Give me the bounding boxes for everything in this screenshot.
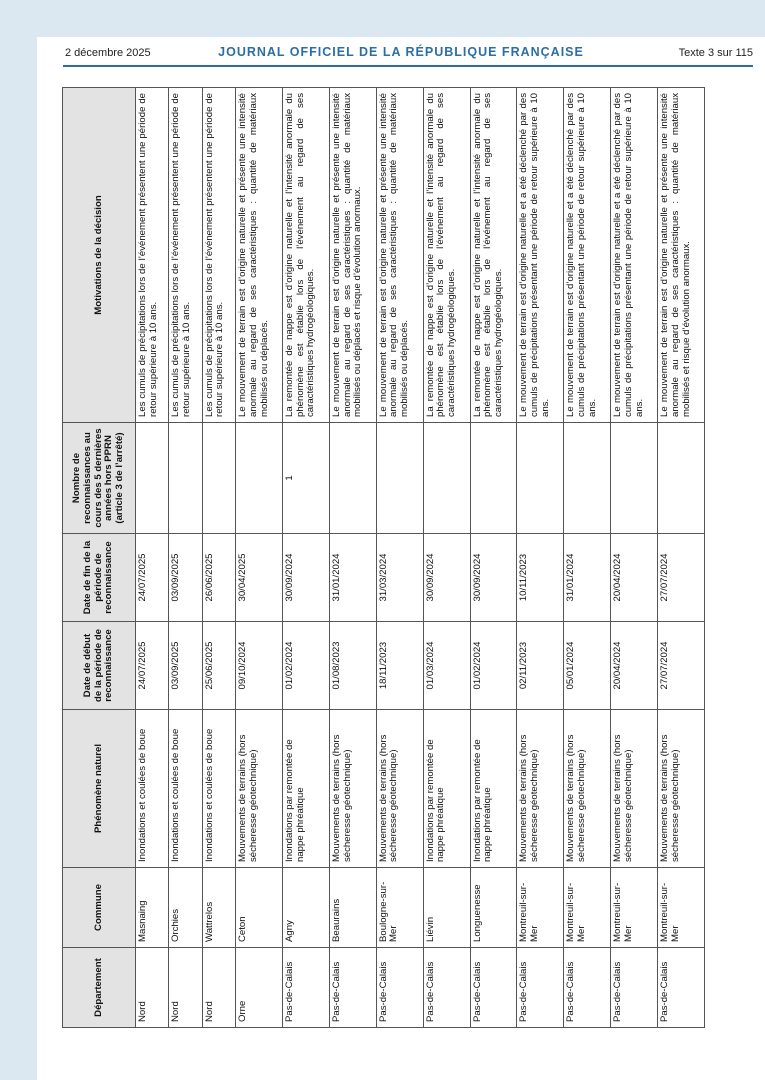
cell-commune: Montreuil-sur-Mer	[517, 868, 564, 948]
cell-date-debut: 18/11/2023	[376, 622, 423, 710]
cell-departement: Pas-de-Calais	[329, 948, 376, 1028]
cell-motivation: Le mouvement de terrain est d’origine naturelle et présente une intensité anormale au regard de ses caractéristiques : quantité de matériaux mobilisés ou déplacés et risque d’évolution anormaux.	[329, 88, 376, 423]
table-row	[611, 88, 658, 1028]
table-row	[470, 88, 517, 1028]
table-row	[202, 88, 235, 1028]
cell-date-debut: 02/11/2023	[517, 622, 564, 710]
cell-phenomene: Mouvements de terrains (hors sécheresse géotechnique)	[611, 710, 658, 868]
cell-commune: Longuenesse	[470, 868, 517, 948]
cell-date-fin: 10/11/2023	[517, 534, 564, 622]
cell-date-fin: 31/01/2024	[564, 534, 611, 622]
cell-date-debut: 03/09/2025	[169, 622, 202, 710]
cell-commune: Orchies	[169, 868, 202, 948]
cell-departement: Pas-de-Calais	[564, 948, 611, 1028]
page-header	[37, 37, 765, 77]
header-date-debut: Date de début de la période de reconnaissance	[63, 622, 136, 710]
cell-motivation: La remontée de nappe est d’origine naturelle et l’intensité anormale du phénomène est établie lors de l’événement au regard de ses caractéristiques hydrogéologiques.	[470, 88, 517, 423]
cell-motivation: Le mouvement de terrain est d’origine naturelle et présente une intensité anormale au regard de ses caractéristiques : quantité de matériaux mobilisés ou déplacés.	[236, 88, 283, 423]
cell-phenomene: Inondations par remontée de nappe phréatique	[423, 710, 470, 868]
cell-departement: Pas-de-Calais	[423, 948, 470, 1028]
cell-phenomene: Mouvements de terrains (hors sécheresse géotechnique)	[329, 710, 376, 868]
cell-commune: Masnaing	[136, 868, 169, 948]
decision-table	[62, 87, 705, 1028]
header-departement: Département	[63, 948, 136, 1028]
cell-nombre	[470, 423, 517, 534]
cell-date-fin: 27/07/2024	[658, 534, 705, 622]
cell-commune: Liévin	[423, 868, 470, 948]
table-row	[329, 88, 376, 1028]
cell-nombre	[169, 423, 202, 534]
cell-phenomene: Mouvements de terrains (hors sécheresse géotechnique)	[376, 710, 423, 868]
cell-departement: Nord	[136, 948, 169, 1028]
table-row	[136, 88, 169, 1028]
cell-departement: Pas-de-Calais	[470, 948, 517, 1028]
cell-departement: Nord	[202, 948, 235, 1028]
cell-nombre	[236, 423, 283, 534]
cell-date-debut: 01/02/2024	[282, 622, 329, 710]
cell-nombre	[423, 423, 470, 534]
table-header-row	[63, 88, 136, 1028]
cell-nombre	[136, 423, 169, 534]
cell-date-fin: 26/06/2025	[202, 534, 235, 622]
cell-date-debut: 09/10/2024	[236, 622, 283, 710]
header-nombre: Nombre de reconnaissances au cours des 5 dernières années hors PPRN (article 3 de l’arrêté)	[63, 423, 136, 534]
table-row	[236, 88, 283, 1028]
table-row	[564, 88, 611, 1028]
publication-date: 2 décembre 2025	[65, 47, 151, 59]
header-date-fin: Date de fin de la période de reconnaissance	[63, 534, 136, 622]
cell-nombre	[564, 423, 611, 534]
cell-phenomene: Mouvements de terrains (hors sécheresse géotechnique)	[517, 710, 564, 868]
cell-departement: Pas-de-Calais	[611, 948, 658, 1028]
table-row	[517, 88, 564, 1028]
cell-nombre	[611, 423, 658, 534]
page-info: Texte 3 sur 115	[678, 47, 753, 59]
header-commune: Commune	[63, 868, 136, 948]
cell-departement: Pas-de-Calais	[658, 948, 705, 1028]
cell-motivation: La remontée de nappe est d’origine naturelle et l’intensité anormale du phénomène est établie lors de l’événement au regard de ses caractéristiques hydrogéologiques.	[423, 88, 470, 423]
cell-date-fin: 30/09/2024	[470, 534, 517, 622]
header-rule	[63, 65, 753, 67]
cell-nombre	[329, 423, 376, 534]
cell-phenomene: Inondations par remontée de nappe phréatique	[282, 710, 329, 868]
cell-date-debut: 01/02/2024	[470, 622, 517, 710]
cell-phenomene: Inondations et coulées de boue	[169, 710, 202, 868]
cell-phenomene: Inondations et coulées de boue	[136, 710, 169, 868]
cell-departement: Pas-de-Calais	[517, 948, 564, 1028]
table-row	[423, 88, 470, 1028]
cell-commune: Boulogne-sur-Mer	[376, 868, 423, 948]
table-row	[169, 88, 202, 1028]
table-row	[376, 88, 423, 1028]
table-row	[658, 88, 705, 1028]
cell-date-fin: 31/03/2024	[376, 534, 423, 622]
cell-motivation: Les cumuls de précipitations lors de l’événement présentent une période de retour supérieure à 10 ans.	[136, 88, 169, 423]
cell-nombre	[517, 423, 564, 534]
cell-motivation: Le mouvement de terrain est d’origine naturelle et présente une intensité anormale au regard de ses caractéristiques : quantité de matériaux mobilisés et risque d’évolution anormaux.	[658, 88, 705, 423]
cell-motivation: Les cumuls de précipitations lors de l’événement présentent une période de retour supérieure à 10 ans.	[202, 88, 235, 423]
cell-date-debut: 25/06/2025	[202, 622, 235, 710]
cell-phenomene: Mouvements de terrains (hors sécheresse géotechnique)	[236, 710, 283, 868]
cell-date-debut: 20/04/2024	[611, 622, 658, 710]
cell-phenomene: Mouvements de terrains (hors sécheresse géotechnique)	[564, 710, 611, 868]
cell-date-debut: 24/07/2025	[136, 622, 169, 710]
cell-motivation: Le mouvement de terrain est d’origine naturelle et présente une intensité anormale au regard de ses caractéristiques : quantité de matériaux mobilisés ou déplacés.	[376, 88, 423, 423]
cell-phenomene: Inondations par remontée de nappe phréatique	[470, 710, 517, 868]
cell-date-fin: 03/09/2025	[169, 534, 202, 622]
cell-commune: Montreuil-sur-Mer	[658, 868, 705, 948]
cell-commune: Agny	[282, 868, 329, 948]
cell-nombre	[658, 423, 705, 534]
cell-phenomene: Mouvements de terrains (hors sécheresse géotechnique)	[658, 710, 705, 868]
cell-motivation: Les cumuls de précipitations lors de l’événement présentent une période de retour supérieure à 10 ans.	[169, 88, 202, 423]
cell-date-debut: 05/01/2024	[564, 622, 611, 710]
cell-commune: Beaurains	[329, 868, 376, 948]
cell-motivation: La remontée de nappe est d’origine naturelle et l’intensité anormale du phénomène est établie lors de l’événement au regard de ses caractéristiques hydrogéologiques.	[282, 88, 329, 423]
cell-commune: Wattrelos	[202, 868, 235, 948]
cell-departement: Orne	[236, 948, 283, 1028]
cell-date-debut: 27/07/2024	[658, 622, 705, 710]
cell-commune: Montreuil-sur-Mer	[564, 868, 611, 948]
cell-commune: Ceton	[236, 868, 283, 948]
cell-date-fin: 30/04/2025	[236, 534, 283, 622]
cell-nombre	[376, 423, 423, 534]
cell-date-fin: 24/07/2025	[136, 534, 169, 622]
cell-nombre: 1	[282, 423, 329, 534]
cell-motivation: Le mouvement de terrain est d’origine naturelle et a été déclenché par des cumuls de précipitations présentant une période de retour supérieure à 10 ans.	[611, 88, 658, 423]
cell-departement: Nord	[169, 948, 202, 1028]
header-phenomene: Phénomène naturel	[63, 710, 136, 868]
cell-motivation: Le mouvement de terrain est d’origine naturelle et a été déclenché par des cumuls de précipitations présentant une période de retour supérieure à 10 ans.	[564, 88, 611, 423]
cell-date-fin: 31/01/2024	[329, 534, 376, 622]
journal-title: JOURNAL OFFICIEL DE LA RÉPUBLIQUE FRANÇAISE	[218, 45, 584, 59]
table-row	[282, 88, 329, 1028]
cell-motivation: Le mouvement de terrain est d’origine naturelle et a été déclenché par des cumuls de précipitations présentant une période de retour supérieure à 10 ans.	[517, 88, 564, 423]
cell-date-debut: 01/08/2023	[329, 622, 376, 710]
cell-departement: Pas-de-Calais	[376, 948, 423, 1028]
cell-date-fin: 30/09/2024	[282, 534, 329, 622]
cell-departement: Pas-de-Calais	[282, 948, 329, 1028]
cell-date-fin: 20/04/2024	[611, 534, 658, 622]
cell-nombre	[202, 423, 235, 534]
header-motivations: Motivations de la décision	[63, 88, 136, 423]
cell-date-debut: 01/03/2024	[423, 622, 470, 710]
cell-commune: Montreuil-sur-Mer	[611, 868, 658, 948]
cell-phenomene: Inondations et coulées de boue	[202, 710, 235, 868]
cell-date-fin: 30/09/2024	[423, 534, 470, 622]
rotated-table-container	[62, 88, 705, 1028]
